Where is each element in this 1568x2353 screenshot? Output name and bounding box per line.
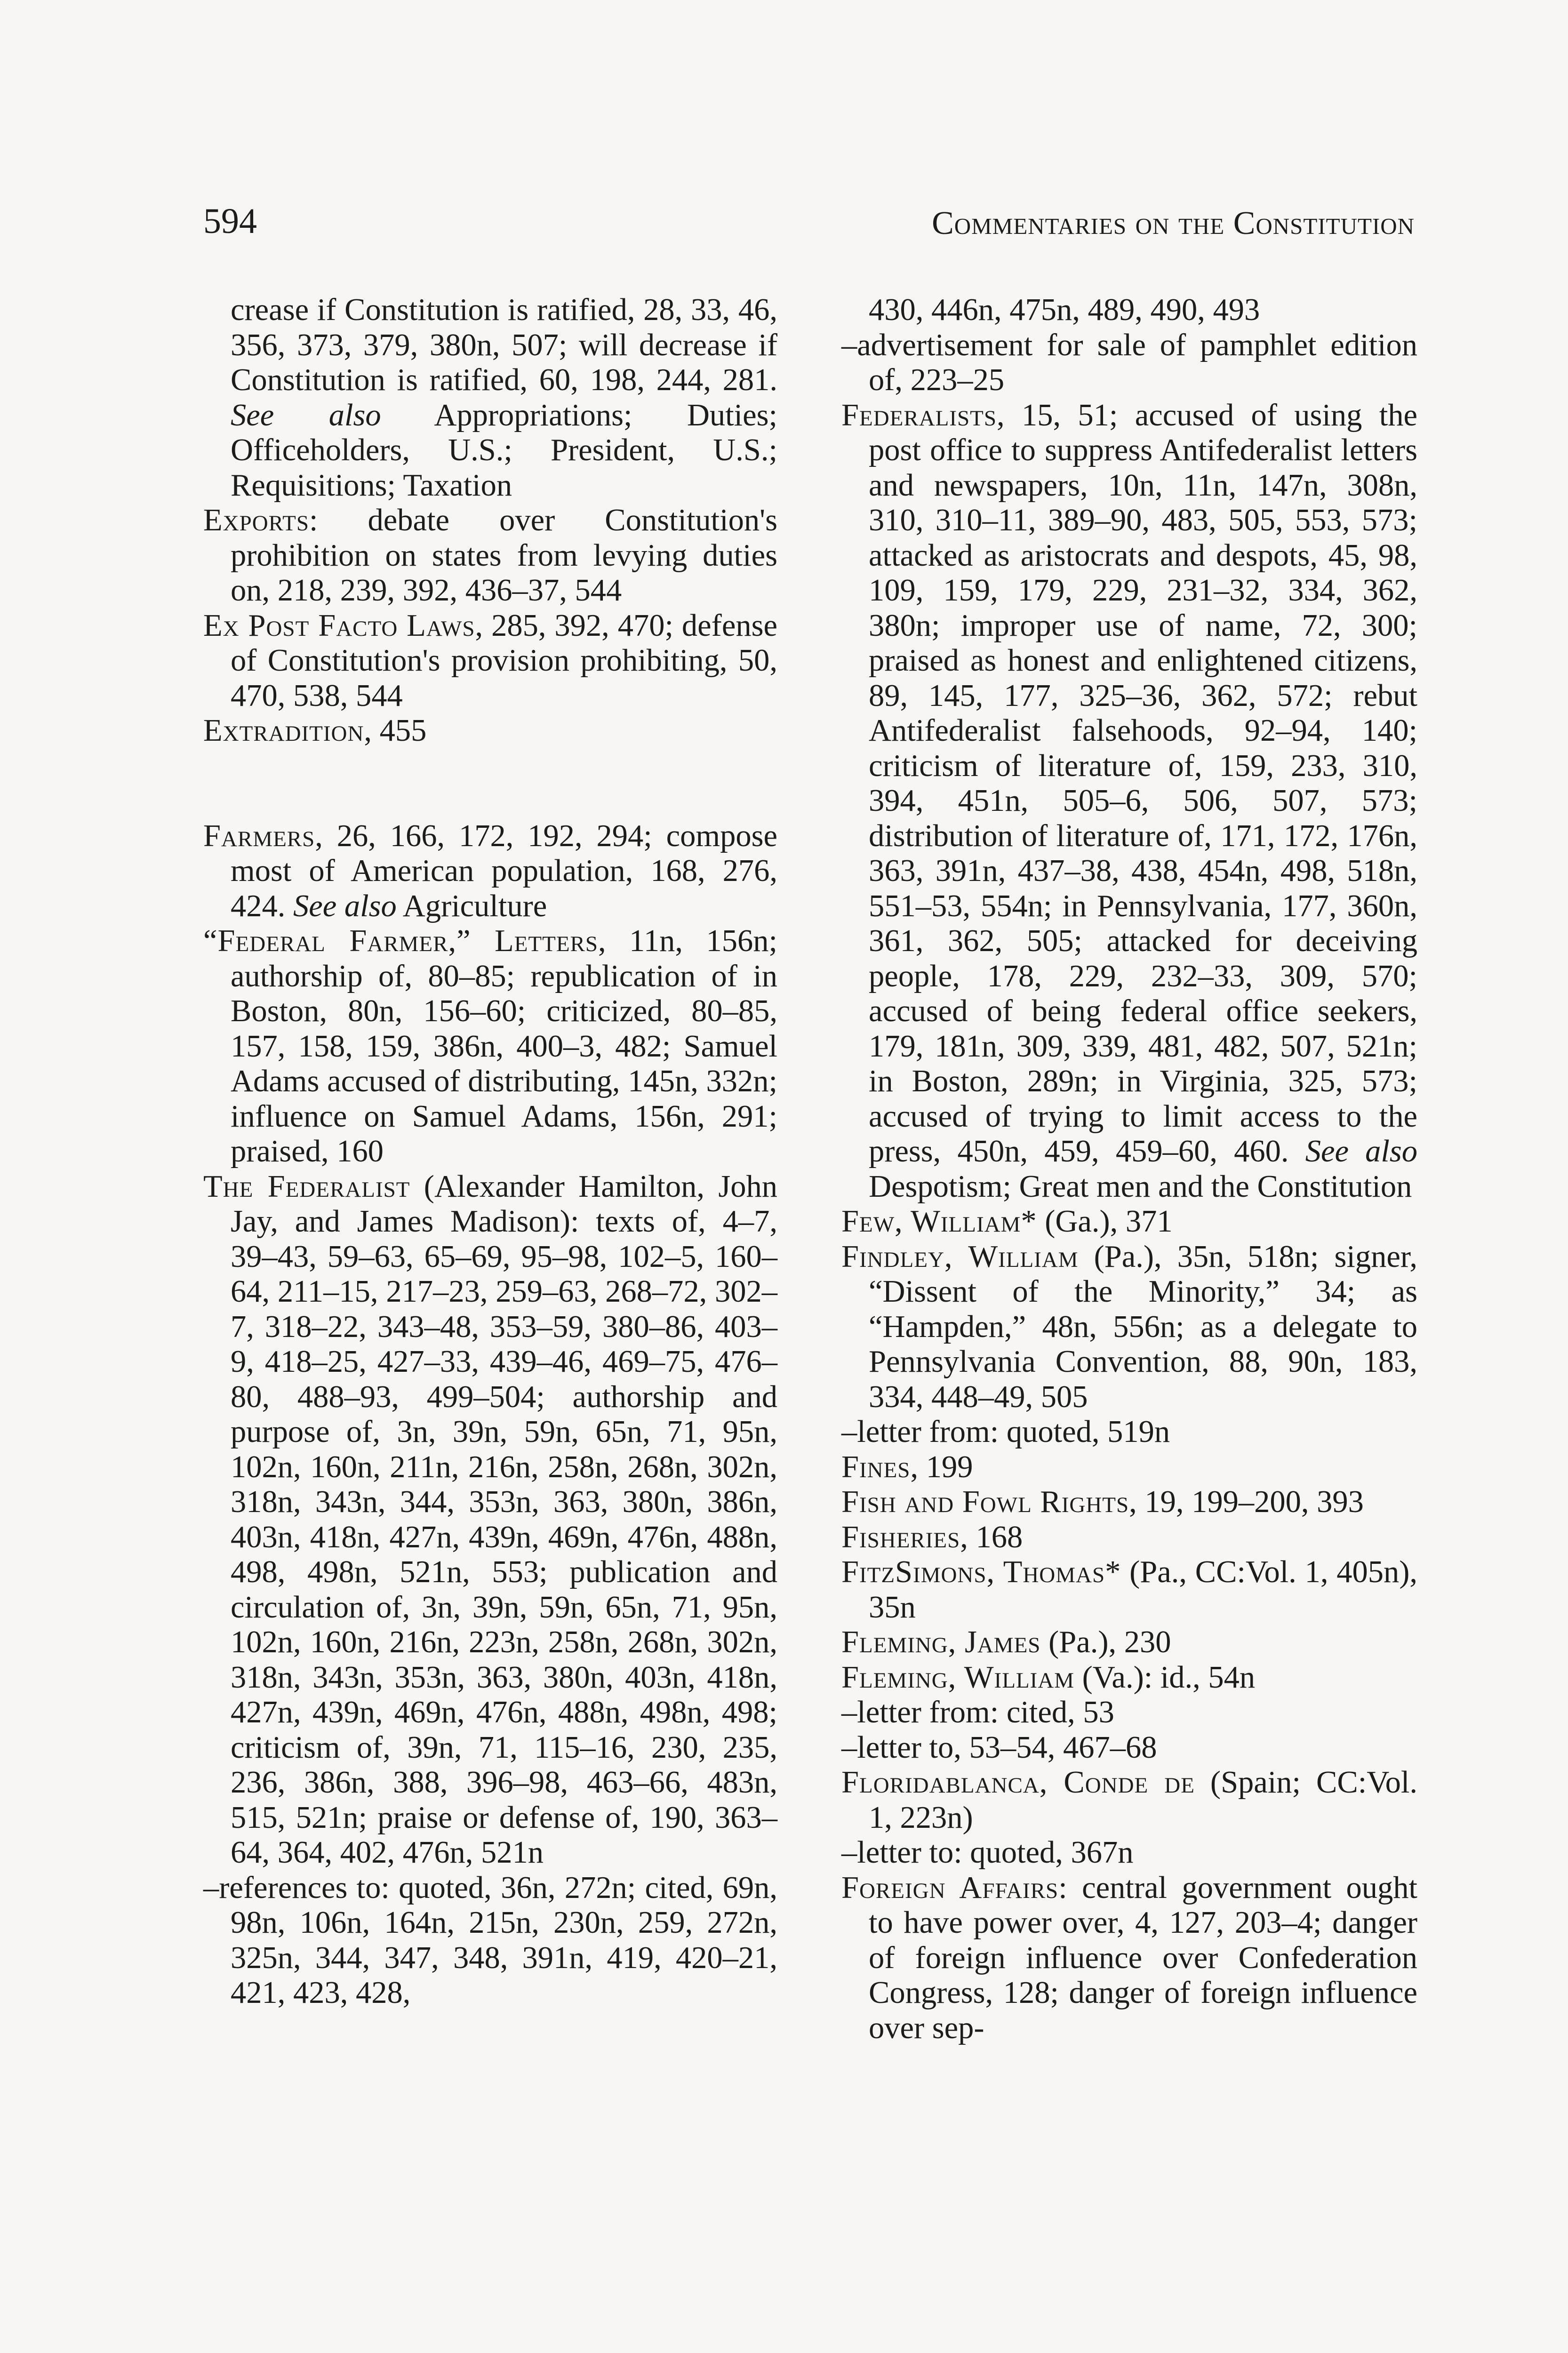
letter-section-gap (203, 749, 777, 819)
running-head: Commentaries on the Constitution (932, 205, 1415, 241)
index-entry-floridablanca: Floridablanca, Conde de (Spain; CC:Vol. 1, 223n) (841, 1765, 1418, 1835)
index-entry-federal-farmer: “Federal Farmer,” Letters, 11n, 156n; authorship of, 80–85; republication of in Boston, 80n, 156–60; criticized, 80–85, 157, 158, 159, 386n, 400–3, 482; Samuel Adams accused of distributing, 145n, 332n; influence on Samuel Adams, 156n, 291; praised, 160 (203, 924, 777, 1168)
index-entry-extradition: Extradition, 455 (203, 713, 427, 748)
index-entry-foreign-affairs: Foreign Affairs: central government ought to have power over, 4, 127, 203–4; danger of foreign influence over Confederation Congress, 128; danger of foreign influence over sep- (841, 1870, 1417, 2045)
index-entry-fitzsimons-thomas: FitzSimons, Thomas* (Pa., CC:Vol. 1, 405n), 35n (841, 1555, 1417, 1625)
index-column-left (203, 293, 777, 2011)
index-entry-federalists: Federalists, 15, 51; accused of using the post office to suppress Antifederalist letters and newspapers, 10n, 11n, 147n, 308n, 310, 310–11, 389–90, 483, 505, 553, 573; attacked as aristocrats and despots, 45, 98, 109, 159, 179, 229, 231–32, 334, 362, 380n; improper use of name, 72, 300; praised as honest and enlightened citizens, 89, 145, 177, 325–36, 362, 572; rebut Antifederalist falsehoods, 92–94, 140; criticism of literature of, 159, 233, 310, 394, 451n, 505–6, 506, 507, 573; distribution of literature of, 171, 172, 176n, 363, 391n, 437–38, 438, 454n, 498, 518n, 551–53, 554n; in Pennsylvania, 177, 360n, 361, 362, 505; attacked for deceiving people, 178, 229, 232–33, 309, 570; accused of being federal office seekers, 179, 181n, 309, 339, 481, 482, 507, 521n; in Boston, 289n; in Virginia, 325, 573; accused of trying to limit access to the press, 450n, 459, 459–60, 460. See also Despotism; Great men and the Constitution (841, 398, 1418, 1204)
index-subentry-letter-to: –letter to, 53–54, 467–68 (841, 1730, 1157, 1765)
index-subentry-letter-to: –letter to: quoted, 367n (841, 1835, 1134, 1870)
index-column-right (841, 293, 1417, 2046)
index-entry-fleming-james: Fleming, James (Pa.), 230 (841, 1625, 1171, 1659)
index-subentry-letter-from: –letter from: quoted, 519n (841, 1415, 1170, 1449)
index-entry-continuation: crease if Constitution is ratified, 28, 33, 46, 356, 373, 379, 380n, 507; will decrease if Constitution is ratified, 60, 198, 244, 281. See also Appropriations; Duties; Officeholders, U.S.; President, U.S.; Requisitions; Taxation (231, 293, 777, 503)
index-entry-exports: Exports: debate over Constitution's prohibition on states from levying duties on, 218, 239, 392, 436–37, 544 (203, 503, 777, 608)
index-entry-few-william: Few, William* (Ga.), 371 (841, 1204, 1173, 1239)
index-entry-continuation: 430, 446n, 475n, 489, 490, 493 (869, 293, 1260, 327)
index-subentry-references: –references to: quoted, 36n, 272n; cited, 69n, 98n, 106n, 164n, 215n, 230n, 259, 272n, 325n, 344, 347, 348, 391n, 419, 420–21, 421, 423, 428, (203, 1870, 777, 2010)
index-entry-the-federalist: The Federalist (Alexander Hamilton, John Jay, and James Madison): texts of, 4–7, 39–43, 59–63, 65–69, 95–98, 102–5, 160–64, 211–15, 217–23, 259–63, 268–72, 302–7, 318–22, 343–48, 353–59, 380–86, 403–9, 418–25, 427–33, 439–46, 469–75, 476–80, 488–93, 499–504; authorship and purpose of, 3n, 39n, 59n, 65n, 71, 95n, 102n, 160n, 211n, 216n, 258n, 268n, 302n, 318n, 343n, 344, 353n, 363, 380n, 386n, 403n, 418n, 427n, 439n, 469n, 476n, 488n, 498, 498n, 521n, 553; publication and circulation of, 3n, 39n, 59n, 65n, 71, 95n, 102n, 160n, 216n, 223n, 258n, 268n, 302n, 318n, 343n, 353n, 363, 380n, 403n, 418n, 427n, 439n, 469n, 476n, 488n, 498n, 498; criticism of, 39n, 71, 115–16, 230, 235, 236, 386n, 388, 396–98, 463–66, 483n, 515, 521n; praise or defense of, 190, 363–64, 364, 402, 476n, 521n (203, 1169, 777, 1870)
index-entry-ex-post-facto-laws: Ex Post Facto Laws, 285, 392, 470; defense of Constitution's provision prohibiting, 50, 470, 538, 544 (203, 608, 777, 713)
page-number: 594 (203, 201, 257, 241)
index-entry-farmers: Farmers, 26, 166, 172, 192, 294; compose most of American population, 168, 276, 424. See also Agriculture (203, 818, 777, 923)
index-entry-fleming-william: Fleming, William (Va.): id., 54n (841, 1660, 1256, 1695)
index-subentry-letter-from: –letter from: cited, 53 (841, 1695, 1114, 1729)
index-entry-fish-and-fowl-rights: Fish and Fowl Rights, 19, 199–200, 393 (841, 1485, 1364, 1519)
index-entry-fines: Fines, 199 (841, 1449, 973, 1484)
index-entry-findley-william: Findley, William (Pa.), 35n, 518n; signer, “Dissent of the Minority,” 34; as “Hampden,” 48n, 556n; as a delegate to Pennsylvania Convention, 88, 90n, 183, 334, 448–49, 505 (841, 1239, 1418, 1414)
index-subentry-advertisement: –advertisement for sale of pamphlet edition of, 223–25 (841, 328, 1417, 397)
index-entry-fisheries: Fisheries, 168 (841, 1520, 1023, 1554)
